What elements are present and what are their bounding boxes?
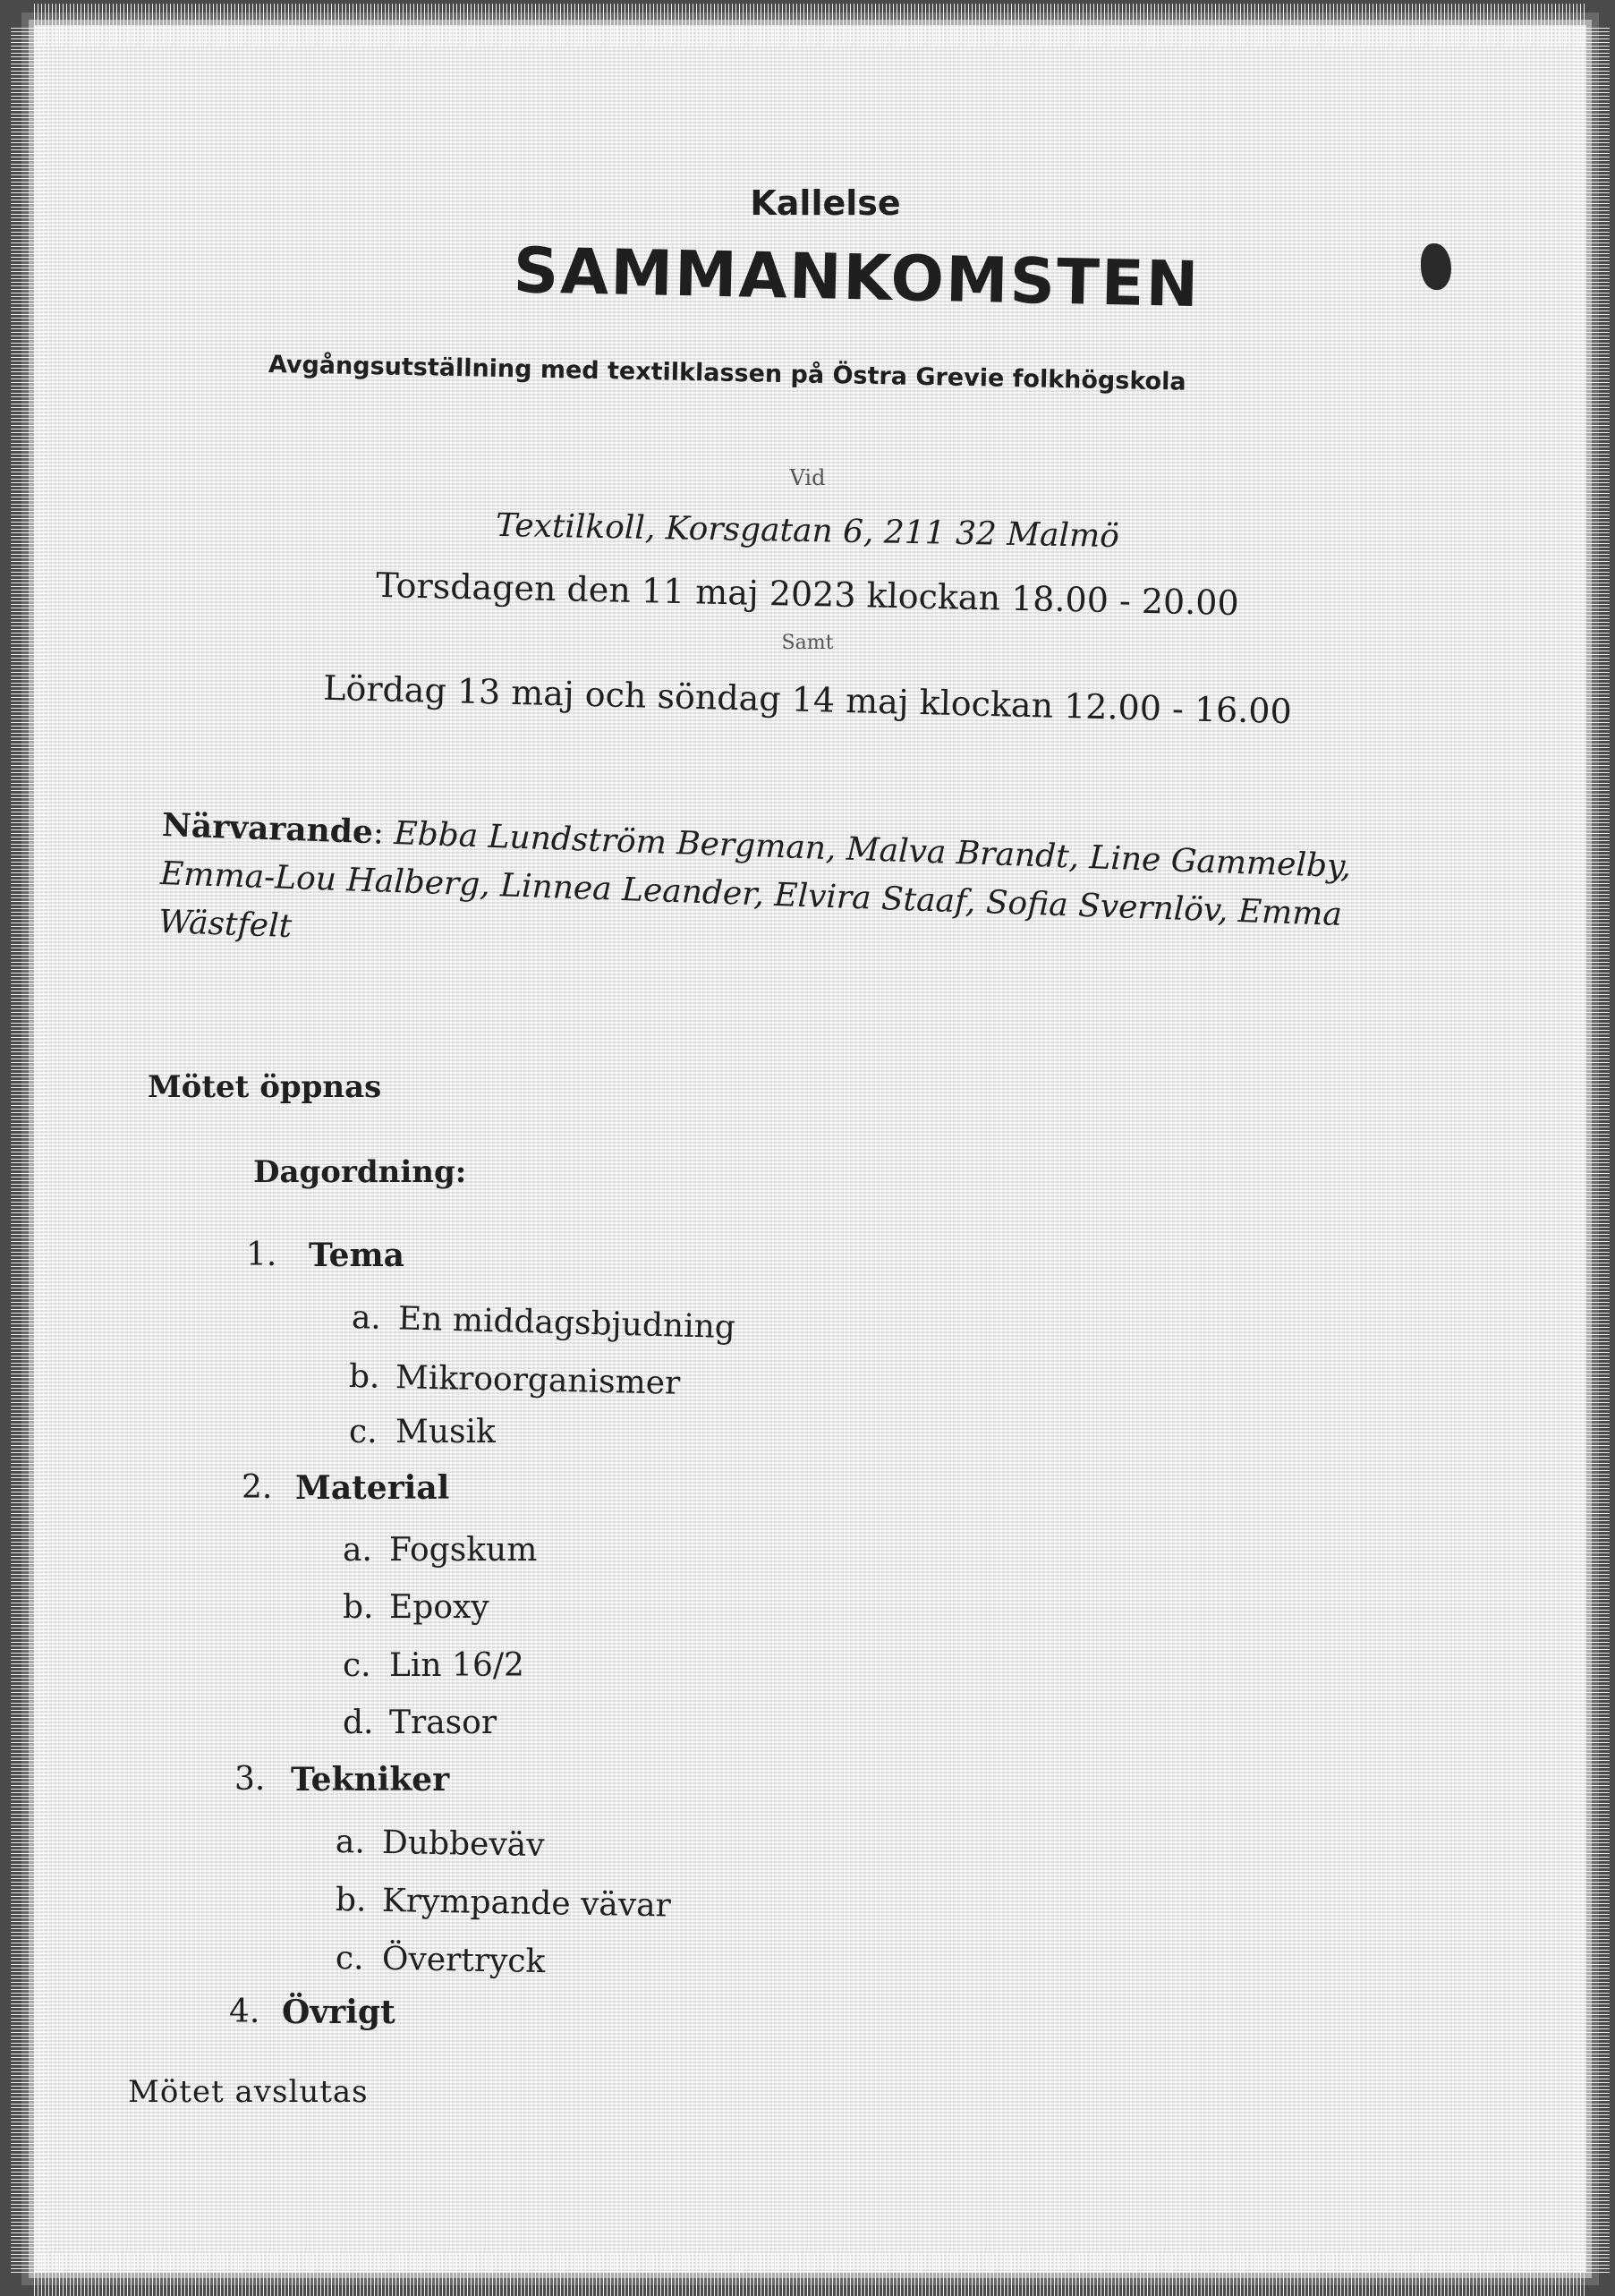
list-item-letter: b. — [348, 1358, 380, 1396]
thursday-time: Torsdagen den 11 maj 2023 klockan 18.00 - 20.00 — [375, 565, 1240, 624]
list-item-text: En middagsbjudning — [397, 1300, 736, 1347]
list-item — [349, 1358, 681, 1402]
list-item — [349, 1414, 496, 1450]
list-item — [343, 1589, 489, 1626]
list-item-letter: b. — [335, 1882, 367, 1919]
list-item — [343, 1647, 524, 1684]
list-item-text: Musik — [395, 1414, 496, 1450]
list-item-letter: a. — [343, 1532, 372, 1569]
list-item-letter: b. — [343, 1589, 374, 1626]
meeting-closes: Mötet avslutas — [128, 2074, 369, 2110]
agenda-number: 4. — [229, 1994, 260, 2030]
list-item — [336, 1824, 545, 1864]
list-item — [343, 1705, 497, 1741]
weekend-time: Lördag 13 maj och söndag 14 maj klockan 12.00 - 16.00 — [322, 668, 1293, 732]
list-item-letter: c. — [343, 1647, 371, 1684]
fringe-top — [34, 4, 1586, 47]
venue-samt: Samt — [781, 632, 834, 654]
agenda-number: 1. — [246, 1237, 277, 1273]
list-item-letter: c. — [335, 1940, 364, 1977]
kallelse-heading: Kallelse — [750, 183, 901, 223]
attendees-colon: : — [372, 814, 395, 853]
fringe-right — [1574, 25, 1610, 2273]
list-item-text: Mikroorganismer — [395, 1359, 681, 1402]
list-item-letter: a. — [351, 1299, 382, 1337]
list-item — [336, 1882, 672, 1925]
agenda-heading: Tema — [309, 1237, 404, 1274]
list-item-text: Krympande vävar — [381, 1882, 672, 1925]
list-item-text: Epoxy — [389, 1589, 489, 1626]
page-title: SAMMANKOMSTEN — [512, 234, 1202, 322]
list-item-text: Dubbeväv — [381, 1824, 545, 1865]
list-item-text: Fogskum — [389, 1532, 538, 1569]
venue-address: Textilkoll, Korsgatan 6, 211 32 Malmö — [495, 506, 1120, 556]
venue-vid: Vid — [789, 465, 826, 490]
fringe-left — [11, 25, 47, 2273]
list-item-letter: c. — [349, 1414, 378, 1450]
list-item — [336, 1940, 546, 1980]
list-item-text: Trasor — [389, 1705, 497, 1741]
meeting-opens: Mötet öppnas — [148, 1069, 382, 1105]
agenda-heading: Material — [295, 1469, 450, 1507]
attendees-label: Närvarande — [161, 805, 374, 852]
subtitle: Avgångsutställning med textilklassen på Östra Grevie folkhögskola — [268, 351, 1186, 396]
list-item-text: Övertryck — [381, 1940, 546, 1981]
agenda-title: Dagordning: — [253, 1154, 467, 1190]
agenda-heading: Tekniker — [291, 1761, 450, 1799]
agenda-heading: Övrigt — [282, 1994, 395, 2031]
list-item-letter: a. — [335, 1824, 366, 1861]
fringe-bottom — [34, 2253, 1586, 2296]
attendees-names: Ebba Lundström Bergman, Malva Brandt, Line Gammelby, Emma-Lou Halberg, Linnea Leander, Elvira Staaf, Sofia Svernlöv, Emma Wästfelt — [157, 815, 1352, 946]
list-item-letter: d. — [343, 1705, 374, 1741]
agenda-number: 2. — [242, 1469, 273, 1506]
list-item-text: Lin 16/2 — [389, 1647, 524, 1684]
list-item — [343, 1532, 537, 1569]
agenda-number: 3. — [234, 1761, 266, 1798]
